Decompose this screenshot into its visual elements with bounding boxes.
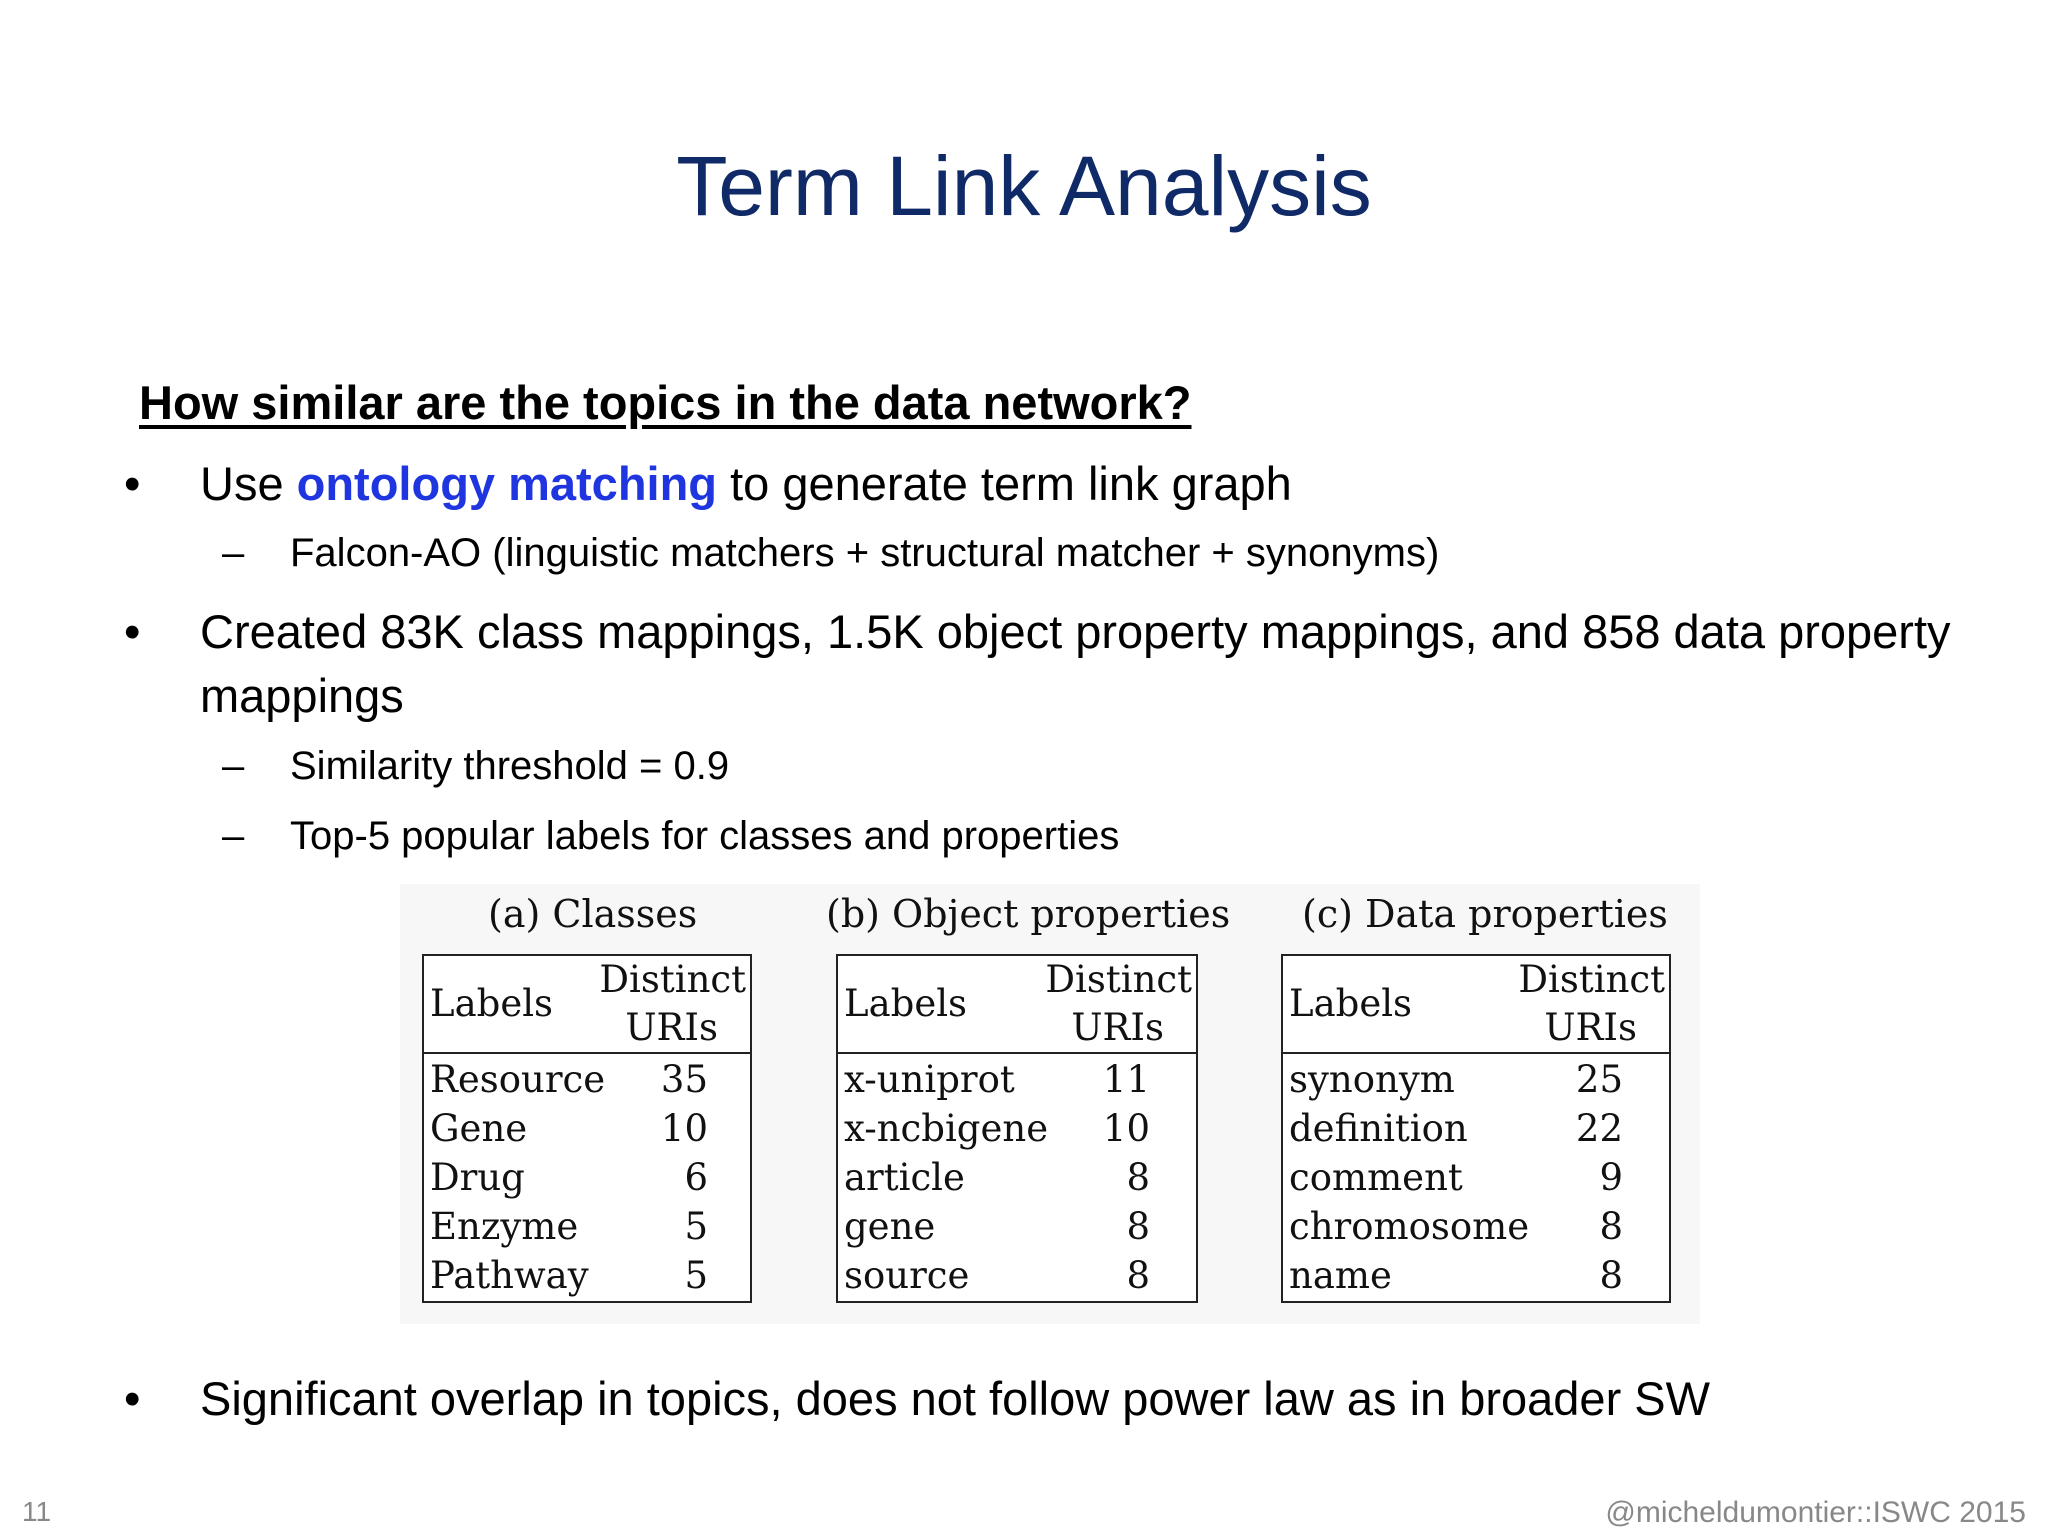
table-row (1283, 1105, 1669, 1154)
header-distinct-uris (1518, 956, 1665, 1052)
row-value: 5 (684, 1254, 708, 1297)
bullet-text-pre: Use (200, 457, 297, 510)
row-value: 35 (660, 1058, 708, 1101)
table-row (1283, 1203, 1669, 1252)
slide-title: Term Link Analysis (676, 139, 1372, 233)
subbullet-text: Top-5 popular labels for classes and properties (290, 814, 1120, 858)
table-row (1283, 1252, 1669, 1301)
row-value: 8 (1599, 1254, 1623, 1297)
table-row (424, 1252, 750, 1301)
row-label: x-uniprot (844, 1058, 1015, 1101)
table-row (424, 1154, 750, 1203)
row-value: 10 (660, 1107, 708, 1150)
table-header (424, 956, 750, 1054)
table-object-properties (836, 954, 1198, 1303)
header-distinct: Distinct (599, 958, 746, 1001)
table-caption-object-properties: (b) Object properties (826, 892, 1231, 936)
footer-credit: @micheldumontier::ISWC 2015 (1605, 1496, 2026, 1529)
bullet-text-post: to generate term link graph (717, 457, 1292, 510)
row-label: Resource (430, 1058, 606, 1101)
subbullet-text: Similarity threshold = 0.9 (290, 744, 730, 788)
table-header (1283, 956, 1669, 1054)
row-value: 10 (1102, 1107, 1150, 1150)
header-labels: Labels (430, 982, 554, 1025)
header-uris: URIs (1544, 1006, 1637, 1049)
table-row (838, 1105, 1196, 1154)
table-row (838, 1154, 1196, 1203)
label-tables-figure (400, 884, 1700, 1324)
table-caption-data-properties: (c) Data properties (1302, 892, 1668, 936)
row-label: article (844, 1156, 965, 1199)
row-value: 8 (1599, 1205, 1623, 1248)
header-distinct: Distinct (1045, 958, 1192, 1001)
row-label: x-ncbigene (844, 1107, 1049, 1150)
row-label: synonym (1289, 1058, 1455, 1101)
row-value: 6 (684, 1156, 708, 1199)
table-body (838, 1054, 1196, 1301)
bullet-text: Significant overlap in topics, does not follow power law as in broader SW (200, 1372, 1710, 1425)
dash-marker: – (222, 814, 245, 858)
table-row (838, 1252, 1196, 1301)
header-labels: Labels (844, 982, 968, 1025)
row-value: 25 (1575, 1058, 1623, 1101)
header-labels: Labels (1289, 982, 1413, 1025)
row-label: Pathway (430, 1254, 589, 1297)
row-label: Gene (430, 1107, 528, 1150)
dash-marker: – (222, 531, 245, 575)
row-label: Enzyme (430, 1205, 579, 1248)
table-classes (422, 954, 752, 1303)
row-label: gene (844, 1205, 936, 1248)
table-row (838, 1203, 1196, 1252)
header-distinct-uris (599, 956, 746, 1052)
row-value: 5 (684, 1205, 708, 1248)
bullet-text: Created 83K class mappings, 1.5K object property mappings, and 858 data property mappings (200, 605, 1951, 722)
table-body (1283, 1054, 1669, 1301)
row-label: Drug (430, 1156, 525, 1199)
table-row (424, 1056, 750, 1105)
table-row (424, 1203, 750, 1252)
table-data-properties (1281, 954, 1671, 1303)
ontology-matching-highlight: ontology matching (296, 457, 718, 510)
row-value: 22 (1575, 1107, 1623, 1150)
table-row (838, 1056, 1196, 1105)
table-row (1283, 1154, 1669, 1203)
row-value: 8 (1126, 1205, 1150, 1248)
table-row (1283, 1056, 1669, 1105)
header-distinct-uris (1045, 956, 1192, 1052)
bullet-marker: • (124, 457, 141, 510)
bullet-marker: • (124, 1372, 141, 1425)
table-row (424, 1105, 750, 1154)
dash-marker: – (222, 744, 245, 788)
row-value: 8 (1126, 1156, 1150, 1199)
table-header (838, 956, 1196, 1054)
header-uris: URIs (1071, 1006, 1164, 1049)
table-body (424, 1054, 750, 1301)
row-value: 8 (1126, 1254, 1150, 1297)
bullet-marker: • (124, 605, 141, 658)
header-uris: URIs (625, 1006, 718, 1049)
header-distinct: Distinct (1518, 958, 1665, 1001)
row-value: 11 (1102, 1058, 1150, 1101)
bullet-text (200, 452, 1960, 516)
page-number: 11 (22, 1496, 52, 1527)
table-caption-classes: (a) Classes (488, 892, 698, 936)
section-question: How similar are the topics in the data network? (139, 376, 1192, 429)
row-label: source (844, 1254, 970, 1297)
row-label: name (1289, 1254, 1392, 1297)
row-label: chromosome (1289, 1205, 1530, 1248)
row-value: 9 (1599, 1156, 1623, 1199)
row-label: comment (1289, 1156, 1463, 1199)
subbullet-text: Falcon-AO (linguistic matchers + structural matcher + synonyms) (290, 531, 1440, 575)
row-label: definition (1289, 1107, 1468, 1150)
